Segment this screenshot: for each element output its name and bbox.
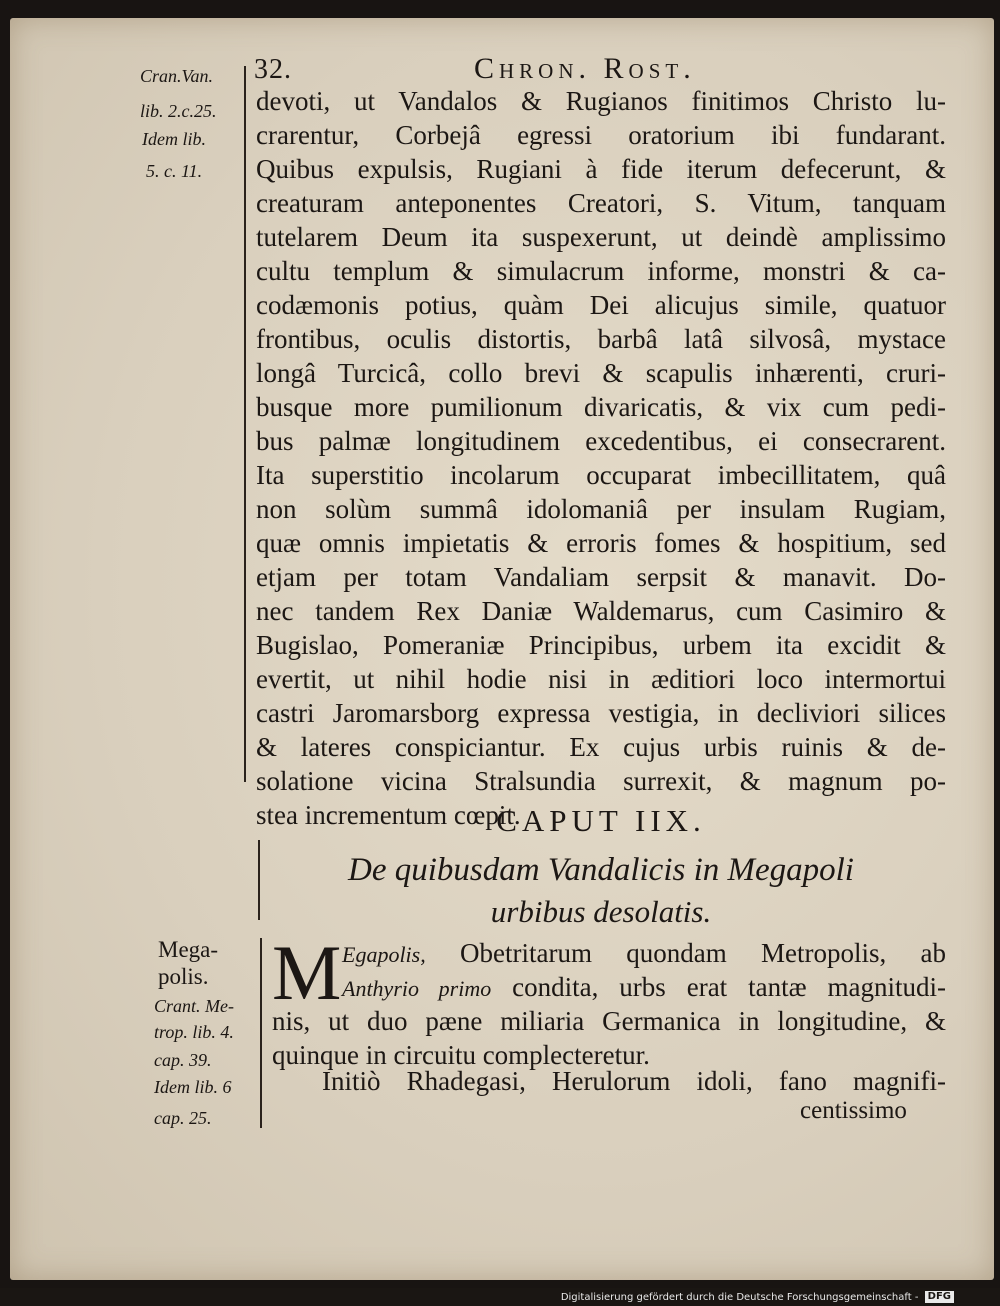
- text-line: busque more pumilionum divaricatis, & vix cum pedi-: [256, 392, 946, 422]
- text-line: crarentur, Corbejâ egressi oratorium ibi fundarant.: [256, 120, 946, 150]
- margin-heading-megapolis-1: Mega-: [158, 937, 219, 962]
- chapter-heading: CAPUT IIX.: [496, 803, 706, 838]
- text-line: bus palmæ longitudinem excedentibus, ei consecrarent.: [256, 426, 946, 456]
- text-line: nec tandem Rex Daniæ Waldemarus, cum Casimiro &: [256, 596, 946, 626]
- drop-capital: M: [272, 929, 342, 1016]
- margin-heading-megapolis-2: polis.: [158, 964, 209, 989]
- margin-rule-bottom: [260, 938, 262, 1128]
- text-line: devoti, ut Vandalos & Rugianos finitimos Christo lu-: [256, 86, 946, 116]
- text-line: codæmonis potius, quàm Dei alicujus simile, quatuor: [256, 290, 946, 320]
- text-line: Quibus expulsis, Rugiani à fide iterum defecerunt, &: [256, 154, 946, 184]
- chapter-subtitle-line-1: De quibusdam Vandalicis in Megapoli: [348, 852, 854, 888]
- text-line: [342, 936, 946, 970]
- text-line: Ita superstitio incolarum occuparat imbecillitatem, quâ: [256, 460, 946, 490]
- text-line: evertit, ut nihil hodie nisi in æditiori loco intermortui: [256, 664, 946, 694]
- text-line: solatione vicina Stralsundia surrexit, & magnum po-: [256, 766, 946, 796]
- margin-note-ref-8: Idem lib. 6: [154, 1077, 232, 1097]
- text-line: quinque in circuitu complecteretur.: [272, 1040, 650, 1070]
- chapter-subtitle-line-2: urbibus desolatis.: [490, 894, 712, 929]
- text-line: castri Jaromarsborg expressa vestigia, in decliviori silices: [256, 698, 946, 728]
- text-span: Obetritarum quondam Metropolis, ab: [460, 938, 947, 968]
- catchword: centissimo: [800, 1097, 907, 1124]
- paragraph-2: [322, 1064, 946, 1098]
- running-title: Chron. Rost.: [474, 52, 696, 85]
- chapter-intro-continued: [272, 1004, 946, 1072]
- italic-word: Egapolis,: [342, 942, 426, 967]
- text-line: & lateres conspiciantur. Ex cujus urbis ruinis & de-: [256, 732, 946, 762]
- main-paragraph: [256, 84, 946, 832]
- text-line: creaturam anteponentes Creatori, S. Vitum, tanquam: [256, 188, 946, 218]
- digitization-credit: [561, 1290, 954, 1306]
- credit-text: Digitalisierung gefördert durch die Deutsche Forschungsgemeinschaft -: [560, 1292, 919, 1303]
- margin-note-ref-9: cap. 25.: [154, 1108, 212, 1128]
- text-line: etjam per totam Vandaliam serpsit & manavit. Do-: [256, 562, 946, 592]
- text-line: nis, ut duo pæne miliaria Germanica in longitudine, &: [272, 1006, 946, 1036]
- page-number: 32.: [254, 54, 292, 85]
- text-line: quæ omnis impietatis & erroris fomes & hospitium, sed: [256, 528, 946, 558]
- text-line: frontibus, oculis distortis, barbâ latâ silvosâ, mystace: [256, 324, 946, 354]
- text-line: [342, 970, 946, 1004]
- text-line: Bugislao, Pomeraniæ Principibus, urbem ita excidit &: [256, 630, 946, 660]
- text-span: condita, urbs erat tantæ magnitudi-: [512, 972, 946, 1002]
- text-line: tutelarem Deum ita suspexerunt, ut deindè amplissimo: [256, 222, 946, 252]
- margin-rule-top: [244, 66, 246, 782]
- margin-note-ref-2: lib. 2.c.25.: [140, 101, 217, 121]
- margin-note-ref-7: cap. 39.: [154, 1050, 212, 1070]
- margin-note-ref-3: Idem lib.: [142, 129, 206, 149]
- text-line: non solùm summâ idolomaniâ per insulam Rugiam,: [256, 494, 946, 524]
- text-line: stea incrementum cœpit.: [256, 800, 521, 830]
- margin-note-ref-6: trop. lib. 4.: [154, 1022, 234, 1042]
- margin-note-ref-4: 5. c. 11.: [146, 161, 203, 181]
- margin-note-ref-5: Crant. Me-: [154, 996, 234, 1016]
- chapter-intro: [342, 936, 946, 1004]
- text-line: Initiò Rhadegasi, Herulorum idoli, fano magnifi-: [322, 1066, 946, 1096]
- text-line: longâ Turcicâ, collo brevi & scapulis inhærenti, cruri-: [256, 358, 946, 388]
- dfg-logo: DFG: [925, 1291, 954, 1303]
- text-line: cultu templum & simulacrum informe, monstri & ca-: [256, 256, 946, 286]
- margin-note-ref-1: Cran.Van.: [140, 66, 214, 86]
- italic-word: Anthyrio primo: [342, 976, 492, 1001]
